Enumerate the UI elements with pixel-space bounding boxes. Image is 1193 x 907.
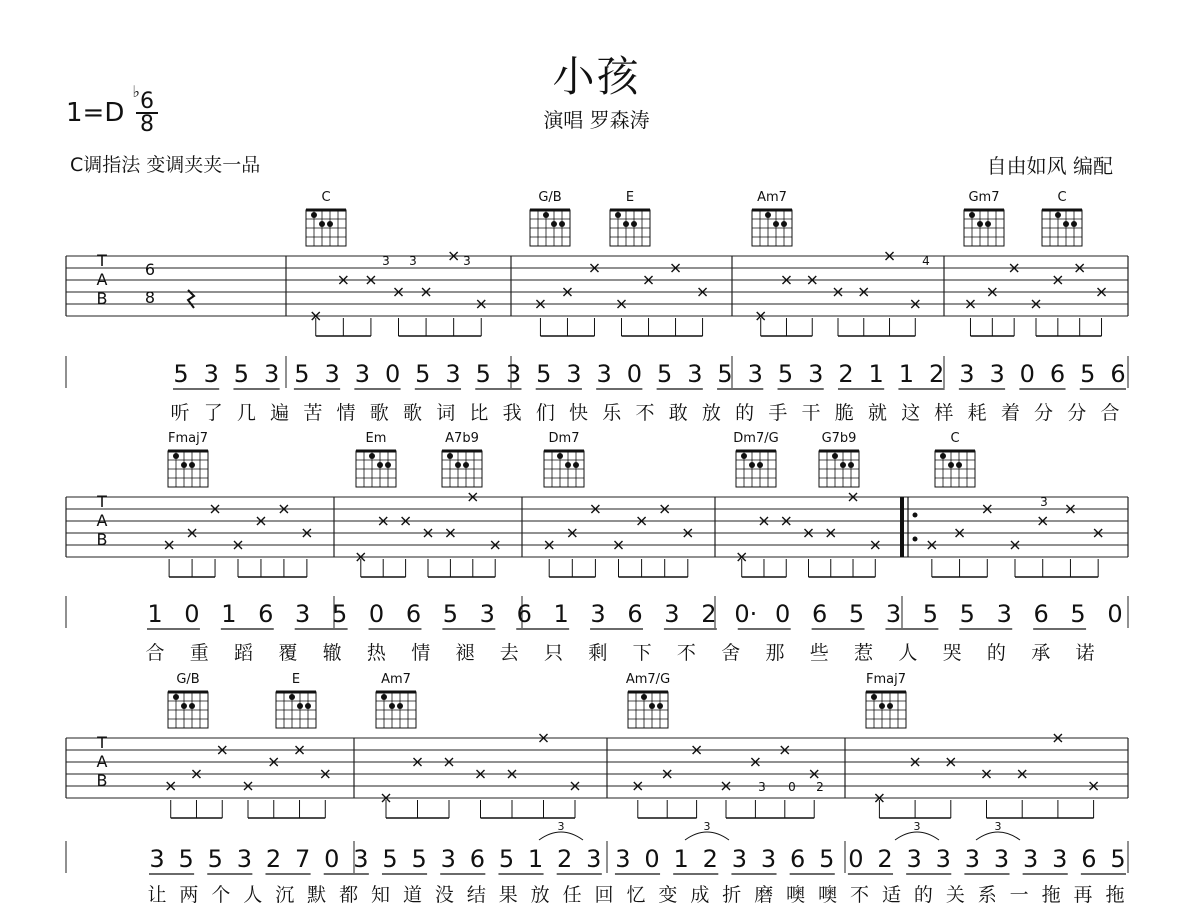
lyric-char: 没 [434,884,454,906]
lyric-char: 褪 [455,642,475,664]
jianpu-number: 3 [959,360,975,388]
chord-finger-dot [765,212,771,218]
chord-name: Am7/G [625,672,671,687]
lyric-char: 个 [211,884,231,906]
lyric-char: 快 [569,402,589,424]
chord-finger-dot [985,221,991,227]
chord-name: Am7 [381,672,411,687]
jianpu-number: 6 [405,600,422,628]
jianpu-number: 5 [173,360,189,388]
tab-clef-letter: A [96,752,108,771]
lyric-char: 默 [307,884,327,906]
chord-name: Fmaj7 [866,672,906,687]
lyric-char: 热 [366,642,386,664]
lyric-char: 分 [1067,402,1087,424]
lyric-char: 遍 [270,402,290,424]
chord-finger-dot [832,453,838,459]
jianpu-number: 5 [536,360,552,388]
lyric-char: 系 [977,884,997,906]
lyric-char: 重 [189,642,209,664]
jianpu-number: 3 [906,845,922,873]
chord-finger-dot [631,221,637,227]
jianpu-number: 3 [1022,845,1039,873]
tab-fret-number: 2 [816,780,824,794]
jianpu-number: 1 [221,600,237,628]
chord-name: Am7 [757,190,787,205]
jianpu-number: 6 [627,600,643,628]
jianpu-number: 1 [673,845,689,873]
chord-finger-dot [840,462,846,468]
lyric-char: 苦 [303,402,323,424]
lyric-char: 一 [1009,884,1029,906]
jianpu-number: 5 [819,845,835,873]
jianpu-number: 3 [445,360,461,388]
jianpu-number: 0 [1019,360,1035,388]
lyric-char: 分 [1034,402,1054,424]
chord-finger-dot [543,212,549,218]
jianpu-number: 3 [479,600,495,628]
jianpu-number: 3 [236,845,252,873]
tab-clef-letter: B [96,289,108,308]
chord-finger-dot [327,221,333,227]
chord-finger-dot [781,221,787,227]
chord-finger-dot [1071,221,1077,227]
lyric-char: 拖 [1105,884,1125,906]
tab-fret-number: 0 [788,780,796,794]
chord-finger-dot [369,453,375,459]
jianpu-number: 5 [922,600,939,628]
chord-finger-dot [463,462,469,468]
triplet-number: 3 [994,820,1002,833]
lyric-char: 惹 [854,642,874,664]
lyric-char: 诺 [1075,642,1095,664]
lyric-char: 手 [768,402,788,424]
jianpu-number: 3 [264,360,280,388]
lyric-char: 覆 [278,642,298,664]
jianpu-number: 5 [1070,600,1086,628]
lyric-char: 去 [499,642,519,664]
chord-finger-dot [381,694,387,700]
jianpu-number: 3 [590,600,606,628]
jianpu-number: 3 [615,845,631,873]
lyric-char: 沉 [275,884,295,906]
chord-name: C [321,190,331,205]
chord-finger-dot [189,703,195,709]
lyric-char: 噢 [786,884,806,906]
lyric-char: 哭 [942,642,962,664]
lyric-char: 人 [898,642,918,664]
chord-finger-dot [173,453,179,459]
jianpu-number: 3 [1052,845,1068,873]
chord-finger-dot [1055,212,1061,218]
tab-fret-number: 3 [758,780,766,794]
jianpu-number: 6 [790,845,806,873]
lyric-char: 敢 [668,402,688,424]
chord-finger-dot [657,703,663,709]
jianpu-number: 1 [527,845,544,873]
jianpu-number: 1 [553,600,569,628]
lyric-char: 干 [801,402,821,424]
chord-name: G/B [176,672,200,687]
capo-note: C调指法 变调夹夹一品 [70,154,261,176]
lyric-char: 耗 [967,402,987,424]
lyric-char: 情 [336,402,356,424]
lyric-char: 都 [339,884,359,906]
jianpu-number: 6 [1110,360,1126,388]
chord-name: Dm7 [548,431,580,446]
lyric-char: 合 [145,642,165,664]
jianpu-number: 3 [747,360,763,388]
chord-name: G7b9 [821,431,857,446]
jianpu-number: 0 [324,845,340,873]
jianpu-number: 6 [811,600,828,628]
chord-finger-dot [181,703,187,709]
triplet-bracket [539,832,583,840]
chord-finger-dot [623,221,629,227]
repeat-dot [913,513,918,518]
jianpu-number: 3 [324,360,340,388]
key-prefix: 1= [66,98,105,128]
triplet-bracket [895,832,939,840]
rest-symbol [188,290,194,308]
jianpu-number: 0 [1107,600,1123,628]
jianpu-number: 7 [294,845,311,873]
jianpu-number: 3 [687,360,703,388]
arranger-credit: 自由如风 编配 [986,154,1113,178]
lyric-char: 折 [722,884,742,906]
jianpu-number: 1 [147,600,163,628]
chord-name: Fmaj7 [168,431,208,446]
lyric-char: 人 [243,884,263,906]
jianpu-number: 0 [184,600,200,628]
lyric-char: 结 [466,884,486,906]
lyric-char: 忆 [626,884,646,906]
lyric-char: 歌 [369,402,389,424]
jianpu-number: 3 [586,845,602,873]
tab-fret-number: 3 [382,254,390,268]
jianpu-number: 0· [734,600,758,628]
lyric-char: 任 [562,884,582,906]
chord-finger-dot [397,703,403,709]
jianpu-number: 2 [838,360,854,388]
chord-finger-dot [757,462,763,468]
chord-finger-dot [948,462,954,468]
lyric-char: 道 [402,884,422,906]
jianpu-number: 0 [384,360,401,388]
jianpu-number: 3 [440,845,456,873]
jianpu-number: 5 [656,360,673,388]
jianpu-number: 2 [701,600,717,628]
lyric-char: 脆 [834,402,854,424]
lyric-char: 回 [594,884,614,906]
jianpu-number: 5 [717,360,733,388]
key-note: D [104,98,125,128]
lyric-char: 蹈 [234,642,254,664]
jianpu-number: 5 [294,360,310,388]
tab-fret-number: 3 [1040,495,1048,509]
lyric-char: 变 [658,884,678,906]
jianpu-number: 5 [178,845,194,873]
lyric-char: 果 [498,884,518,906]
lyric-char: 剩 [588,642,608,664]
jianpu-number: 3 [760,845,777,873]
triplet-number: 3 [557,820,565,833]
jianpu-number: 2 [877,845,893,873]
intro-fret: 6 [144,260,156,279]
jianpu-number: 0 [848,845,864,873]
chord-finger-dot [871,694,877,700]
chord-finger-dot [289,694,295,700]
chord-finger-dot [559,221,565,227]
chord-finger-dot [447,453,453,459]
lyric-char: 我 [502,402,522,424]
lyric-char: 知 [371,884,391,906]
chord-finger-dot [173,694,179,700]
jianpu-number: 5 [207,845,223,873]
jianpu-number: 3 [295,600,311,628]
lyric-char: 只 [544,642,564,664]
jianpu-number: 1 [898,360,915,388]
lyric-char: 成 [690,884,710,906]
chord-finger-dot [565,462,571,468]
tab-fret-number: 3 [463,254,471,268]
lyric-char: 不 [676,642,696,664]
chord-finger-dot [319,221,325,227]
chord-finger-dot [385,462,391,468]
triplet-bracket [685,832,729,840]
lyric-char: 放 [701,402,721,424]
chord-finger-dot [977,221,983,227]
triplet-bracket [976,832,1020,840]
chord-finger-dot [741,453,747,459]
chord-name: Gm7 [968,190,1000,205]
jianpu-number: 5 [331,600,348,628]
lyric-char: 就 [867,402,887,424]
chord-finger-dot [557,453,563,459]
tab-clef-letter: T [97,492,107,511]
lyric-char: 的 [735,402,755,424]
tab-clef-letter: A [96,270,108,289]
lyric-char: 情 [411,642,431,664]
jianpu-number: 5 [777,360,794,388]
triplet-number: 3 [913,820,921,833]
chord-finger-dot [956,462,962,468]
jianpu-number: 5 [959,600,975,628]
lyric-char: 样 [934,402,954,424]
chord-finger-dot [311,212,317,218]
tab-clef-letter: T [97,251,107,270]
chord-finger-dot [749,462,755,468]
jianpu-number: 3 [354,360,370,388]
lyric-char: 歌 [402,402,422,424]
jianpu-number: 6 [516,600,532,628]
jianpu-number: 5 [1080,360,1096,388]
lyric-char: 不 [635,402,655,424]
jianpu-number: 2 [702,845,718,873]
chord-name: C [950,431,960,446]
lyric-char: 辙 [322,642,342,664]
chord-name: C [1057,190,1067,205]
jianpu-number: 5 [233,360,250,388]
lyric-char: 合 [1100,402,1120,424]
tab-clef-letter: B [96,771,108,790]
jianpu-number: 3 [731,845,748,873]
jianpu-number: 6 [469,845,485,873]
lyric-char: 拖 [1041,884,1061,906]
tab-clef-letter: B [96,530,108,549]
chord-finger-dot [969,212,975,218]
tab-fret-number: 3 [409,254,417,268]
tab-clef-letter: A [96,511,108,530]
chord-name: E [625,190,635,205]
lyric-char: 这 [901,402,921,424]
repeat-dot [913,537,918,542]
jianpu-number: 0 [368,600,385,628]
lyric-char: 下 [632,642,652,664]
jianpu-number: 2 [557,845,573,873]
chord-name: Em [365,431,387,446]
jianpu-number: 5 [382,845,398,873]
jianpu-number: 5 [848,600,865,628]
jianpu-number: 3 [993,845,1010,873]
jianpu-number: 5 [411,845,427,873]
jianpu-number: 6 [1049,360,1066,388]
jianpu-number: 0 [626,360,643,388]
lyric-char: 磨 [754,884,774,906]
lyric-char: 几 [236,402,256,424]
lyric-char: 乐 [602,402,622,424]
chord-finger-dot [1063,221,1069,227]
jianpu-number: 3 [989,360,1005,388]
chord-name: A7b9 [445,431,479,446]
jianpu-number: 5 [498,845,515,873]
lyric-char: 些 [809,642,829,664]
jianpu-number: 0 [644,845,660,873]
chord-finger-dot [773,221,779,227]
chord-finger-dot [189,462,195,468]
lyric-char: 不 [850,884,870,906]
jianpu-number: 6 [258,600,274,628]
jianpu-number: 6 [1033,600,1049,628]
intro-fret: 8 [144,288,156,307]
jianpu-number: 5 [442,600,459,628]
chord-finger-dot [649,703,655,709]
jianpu-number: 6 [1081,845,1097,873]
jianpu-number: 3 [353,845,369,873]
lyric-char: 听 [170,402,190,424]
lyric-char: 们 [535,402,555,424]
lyric-char: 比 [469,402,489,424]
tab-fret-number: 4 [922,254,930,268]
jianpu-number: 3 [935,845,951,873]
jianpu-number: 2 [265,845,282,873]
chord-finger-dot [297,703,303,709]
jianpu-number: 5 [475,360,491,388]
jianpu-number: 3 [996,600,1012,628]
time-numerator: 6 [140,89,154,114]
jianpu-number: 3 [664,600,680,628]
song-title: 小孩 [552,52,641,101]
chord-name: G/B [538,190,562,205]
lyric-char: 适 [881,884,901,906]
chord-finger-dot [389,703,395,709]
chord-finger-dot [641,694,647,700]
lyric-char: 关 [945,884,965,906]
jianpu-number: 3 [566,360,582,388]
jianpu-number: 5 [415,360,431,388]
chord-finger-dot [377,462,383,468]
lyric-char: 着 [1000,402,1020,424]
chord-finger-dot [940,453,946,459]
lyric-char: 了 [203,402,223,424]
lyric-char: 的 [913,884,933,906]
jianpu-number: 3 [808,360,824,388]
jianpu-number: 3 [885,600,902,628]
chord-finger-dot [455,462,461,468]
chord-name: Dm7/G [733,431,779,446]
chord-finger-dot [879,703,885,709]
chord-name: E [291,672,301,687]
lyric-char: 那 [765,642,785,664]
jianpu-number: 3 [596,360,612,388]
lyric-char: 放 [530,884,550,906]
singer-credit: 演唱 罗森涛 [543,108,650,132]
chord-finger-dot [887,703,893,709]
lyric-char: 舍 [721,642,741,664]
chord-finger-dot [181,462,187,468]
lyric-char: 再 [1073,884,1093,906]
chord-finger-dot [573,462,579,468]
lyric-char: 承 [1031,642,1051,664]
jianpu-number: 3 [149,845,165,873]
tab-clef-letter: T [97,733,107,752]
jianpu-number: 3 [505,360,522,388]
lyric-char: 让 [147,884,167,906]
jianpu-number: 5 [1110,845,1126,873]
lyric-char: 词 [436,402,456,424]
jianpu-number: 0 [775,600,791,628]
lyric-char: 的 [986,642,1006,664]
lyric-char: 噢 [818,884,838,906]
jianpu-number: 3 [203,360,219,388]
chord-finger-dot [615,212,621,218]
jianpu-number: 3 [964,845,981,873]
chord-finger-dot [848,462,854,468]
time-denominator: 8 [140,112,154,137]
jianpu-number: 2 [929,360,945,388]
flat-symbol: ♭ [132,82,140,101]
jianpu-number: 1 [868,360,884,388]
chord-finger-dot [305,703,311,709]
triplet-number: 3 [703,820,711,833]
chord-finger-dot [551,221,557,227]
lyric-char: 两 [179,884,199,906]
